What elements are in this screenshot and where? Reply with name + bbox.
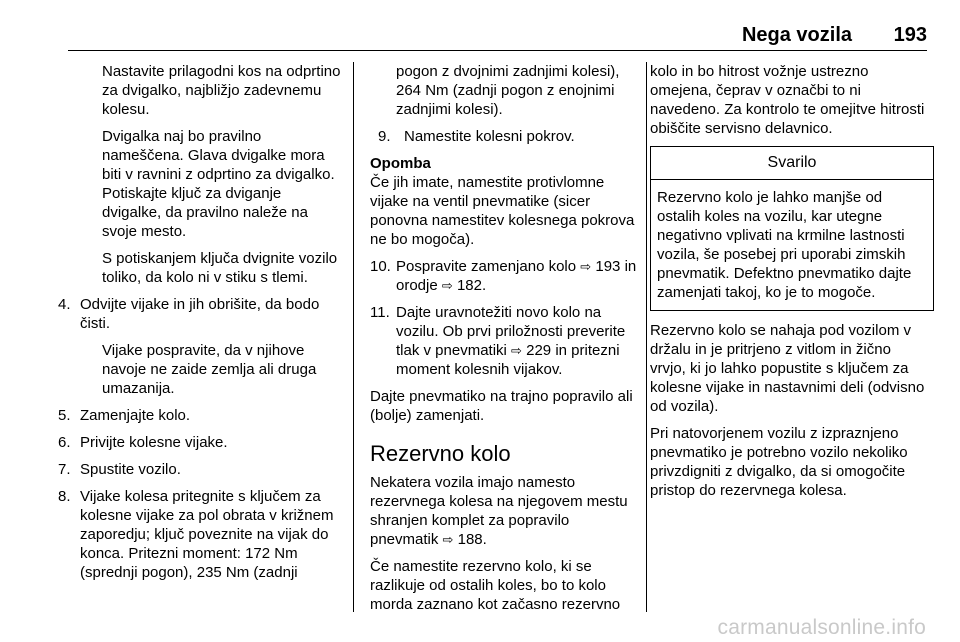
text: in pritezni moment kolesnih vijakov. [396,342,620,378]
page-reference[interactable]: 188 [457,531,483,548]
reference-arrow-icon: ⇨ [441,278,453,293]
list-text: Vijake kolesa pritegnite s ključem za kolesne vijake za pol obrata v križnem zaporedju; ključ poveznite na vijak do konca. Pritezni moment: 172 Nm (sprednji pogon), 235 Nm (zadnji [80,488,334,581]
list-number: 10. [370,258,391,275]
warning-box [650,146,934,311]
list-item [58,406,342,425]
text: in orodje [396,258,637,294]
list-number: 9. [378,128,391,145]
list-number: 6. [58,434,71,451]
page-reference[interactable]: 193 [595,258,621,275]
column-2 [370,62,638,622]
paragraph: Dvigalka naj bo pravilno nameščena. Glava dvigalke mora biti v ravnini z odprtino za dvigalko. Potiskajte ključ za dviganje dvigalke, da pravilno naleže na svoje mesto. [102,128,335,240]
list-text: Odvijte vijake in jih obrišite, da bodo čisti. [80,296,320,332]
column-divider-2 [646,62,647,612]
text: . [481,277,487,294]
reference-arrow-icon: ⇨ [511,343,522,358]
paragraph: Dajte pnevmatiko na trajno popravilo ali (bolje) zamenjati. [370,388,633,424]
paragraph [370,473,638,549]
list-item [370,303,638,379]
section-title: Nega vozila [741,24,852,46]
list-item [378,127,638,146]
header-rule [68,50,927,51]
note-text: Če jih imate, namestite protivlomne vijake na ventil pnevmatike (sicer ponovna namestitev kolesnega pokrova ne bo mogoča). [370,174,635,248]
warning-text: Rezervno kolo je lahko manjše od ostalih koles na vozilu, kar utegne negativno vplivati na krmilne lastnosti vozila, še posebej pri uporabi zimskih pnevmatik. Defektno pnevmatiko dajte zamenjati takoj, ko je to mogoče. [657,189,912,301]
text: Nekatera vozila imajo namesto rezervnega kolesa na njegovem mestu shranjen komplet za popravilo pnevmatik [370,474,628,548]
list-text: Spustite vozilo. [80,461,181,478]
list-item [58,460,342,479]
page-reference[interactable]: 182 [456,277,482,294]
list-number: 11. [370,304,390,321]
section-heading: Rezervno kolo [370,441,511,466]
paragraph: kolo in bo hitrost vožnje ustrezno omejena, čeprav v označbi to ni navedeno. Za kontrolo te omejitve hitrosti obiščite servisno delavnico. [650,63,925,137]
reference-arrow-icon: ⇨ [580,259,592,274]
page-header [0,0,960,54]
list-item [58,295,342,333]
page-reference[interactable]: 229 [526,342,552,359]
list-text [396,258,636,294]
paragraph: Nastavite prilagodni kos na odprtino za dvigalko, najbližjo zadevnemu kolesu. [102,63,341,118]
text: . [482,531,487,548]
list-text: Privijte kolesne vijake. [80,434,228,451]
reference-arrow-icon: ⇨ [442,532,454,547]
paragraph: Pri natovorjenem vozilu z izpraznjeno pnevmatiko je potrebno vozilo nekoliko privzdigniti z dvigalko, da si omogočite pristop do rezervnega kolesa. [650,425,908,499]
paragraph: S potiskanjem ključa dvignite vozilo toliko, da kolo ni v stiku s tlemi. [102,250,338,286]
list-item [58,487,342,582]
paragraph: Rezervno kolo se nahaja pod vozilom v držalu in je pritrjeno z vitlom in žično vrvjo, ki jo lahko popustite s ključem za kolesne vijake in nastavnimi deli (odvisno od vozila). [650,322,925,415]
text: Dajte uravnotežiti novo kolo na vozilu. Ob prvi priložnosti preverite tlak v pnevmatiki [396,304,626,359]
list-text: Namestite kolesni pokrov. [404,128,575,145]
list-text: Zamenjajte kolo. [80,407,191,424]
column-3 [650,62,930,508]
list-number: 5. [58,407,71,424]
list-item [58,433,342,452]
column-divider-1 [353,62,354,612]
note-title: Opomba [370,155,431,172]
text: Pospravite zamenjano kolo [396,258,577,275]
list-item [370,257,638,295]
watermark: carmanualsonline.info [717,616,926,639]
page-number: 193 [893,24,927,46]
paragraph: Vijake pospravite, da v njihove navoje ne zaide zemlja ali druga umazanija. [102,342,317,397]
paragraph: Če namestite rezervno kolo, ki se razlikuje od ostalih koles, bo to kolo morda zaznano kot začasno rezervno [370,558,621,613]
list-number: 4. [58,296,71,313]
list-number: 8. [58,488,71,505]
list-text [396,304,625,378]
paragraph: pogon z dvojnimi zadnjimi kolesi), 264 Nm (zadnji pogon z enojnimi zadnjimi kolesi). [396,63,620,118]
warning-title: Svarilo [651,147,933,180]
column-1 [58,62,342,590]
list-number: 7. [58,461,71,478]
